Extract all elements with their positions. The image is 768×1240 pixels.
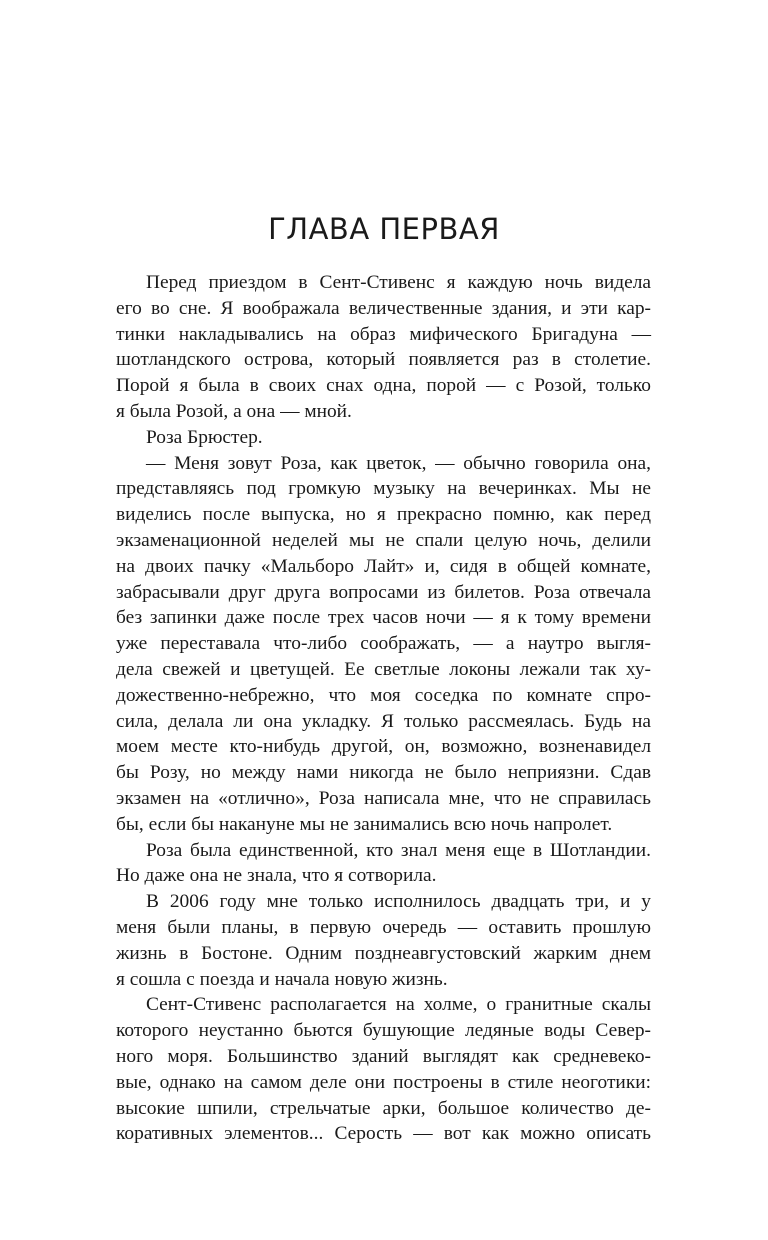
text-line: виделись после выпуска, но я прекрасно помню, как перед bbox=[116, 504, 651, 526]
text-line: моем месте кто-нибудь другой, он, возможно, возненавидел bbox=[116, 736, 651, 758]
text-line: жизнь в Бостоне. Одним позднеавгустовский жарким днем bbox=[116, 942, 651, 964]
text-line: тинки накладывались на образ мифического Бригадуна — bbox=[116, 323, 651, 345]
text-line: шотландского острова, который появляется раз в столетие. bbox=[116, 349, 651, 371]
text-line: Роза была единственной, кто знал меня еще в Шотландии. bbox=[146, 839, 651, 861]
text-line: меня были планы, в первую очередь — оставить прошлую bbox=[116, 916, 651, 938]
chapter-body bbox=[116, 270, 651, 1147]
text-line: без запинки даже после трех часов ночи — я к тому времени bbox=[116, 607, 651, 629]
text-line: Роза Брюстер. bbox=[146, 426, 263, 448]
text-line: бы Розу, но между нами никогда не было неприязни. Сдав bbox=[116, 762, 651, 784]
text-line: В 2006 году мне только исполнилось двадцать три, и у bbox=[146, 891, 651, 913]
text-line: бы, если бы накануне мы не занимались всю ночь напролет. bbox=[116, 813, 613, 835]
text-line: экзаменационной неделей мы не спали целую ночь, делили bbox=[116, 529, 651, 551]
text-line: коративных элементов... Серость — вот как можно описать bbox=[116, 1123, 651, 1145]
text-line: высокие шпили, стрельчатые арки, большое количество де- bbox=[116, 1097, 651, 1119]
text-line: его во сне. Я воображала величественные здания, и эти кар- bbox=[116, 297, 651, 319]
text-line: Перед приездом в Сент-Стивенс я каждую ночь видела bbox=[146, 272, 651, 293]
chapter-title: ГЛАВА ПЕРВАЯ bbox=[268, 212, 500, 246]
text-line: на двоих пачку «Мальборо Лайт» и, сидя в общей комнате, bbox=[116, 555, 651, 577]
text-line: дела свежей и цветущей. Ее светлые локоны лежали так ху- bbox=[116, 658, 651, 680]
text-line: я сошла с поезда и начала новую жизнь. bbox=[116, 968, 448, 990]
text-line: экзамен на «отлично», Роза написала мне, что не справилась bbox=[116, 787, 651, 809]
text-line: — Меня зовут Роза, как цветок, — обычно говорила она, bbox=[146, 452, 651, 474]
text-line: уже переставала что-либо соображать, — а наутро выгля- bbox=[116, 633, 651, 655]
text-line: которого неустанно бьются бушующие ледяные воды Север- bbox=[116, 1020, 651, 1042]
text-line: я была Розой, а она — мной. bbox=[116, 400, 352, 422]
text-line: дожественно-небрежно, что моя соседка по комнате спро- bbox=[116, 684, 651, 706]
text-line: сила, делала ли она укладку. Я только рассмеялась. Будь на bbox=[116, 710, 651, 732]
text-line: вые, однако на самом деле они построены в стиле неоготики: bbox=[116, 1071, 651, 1093]
text-line: Сент-Стивенс располагается на холме, о гранитные скалы bbox=[146, 994, 651, 1016]
text-line: Порой я была в своих снах одна, порой — с Розой, только bbox=[116, 375, 651, 397]
text-line: забрасывали друг друга вопросами из билетов. Роза отвечала bbox=[116, 581, 651, 603]
text-line: ного моря. Большинство зданий выглядят как средневеко- bbox=[116, 1045, 651, 1067]
text-line: представляясь под громкую музыку на вечеринках. Мы не bbox=[116, 478, 651, 500]
text-line: Но даже она не знала, что я сотворила. bbox=[116, 865, 437, 887]
